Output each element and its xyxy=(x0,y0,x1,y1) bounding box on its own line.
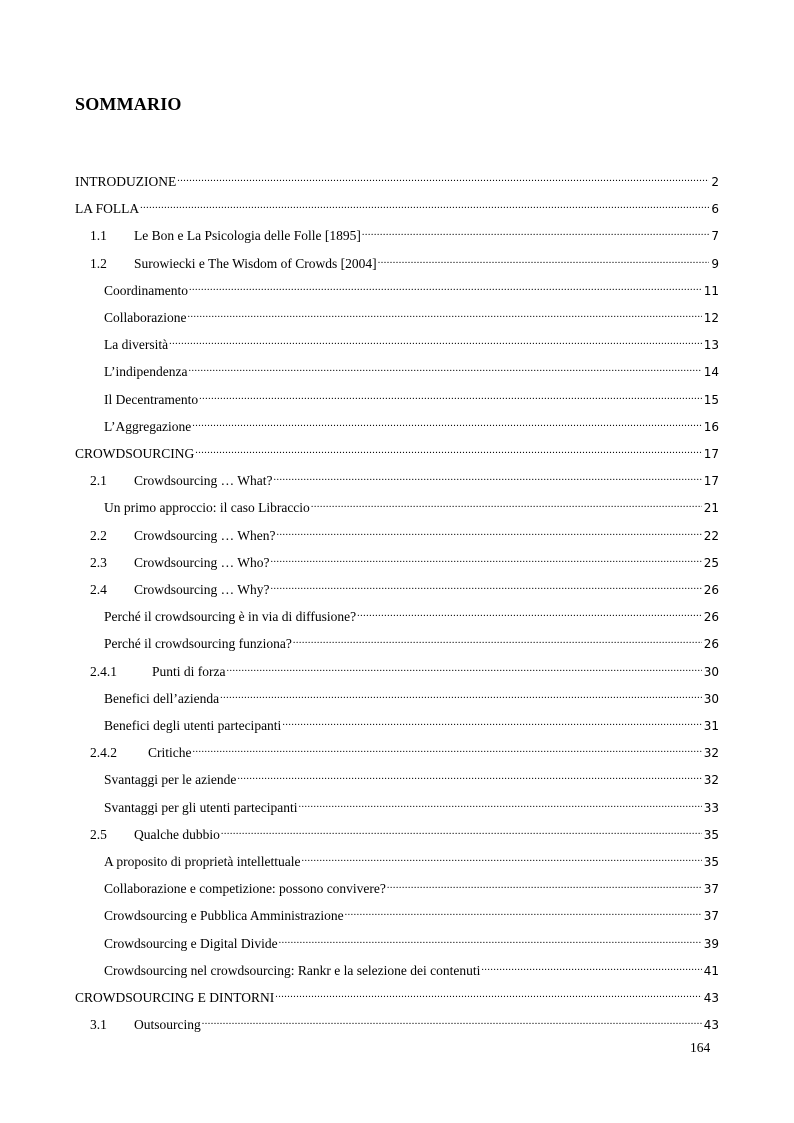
toc-entry[interactable] xyxy=(90,662,719,682)
toc-entry-number: 1.1 xyxy=(90,228,107,244)
toc-entry-label: La diversità xyxy=(104,337,169,353)
toc-dot-leader xyxy=(220,689,702,703)
toc-entry[interactable] xyxy=(104,417,719,437)
toc-entry-page: 41 xyxy=(703,963,719,978)
toc-dot-leader xyxy=(311,498,702,512)
toc-entry[interactable] xyxy=(75,988,719,1008)
toc-entry[interactable] xyxy=(104,607,719,627)
toc-entry-label: LA FOLLA xyxy=(75,201,140,217)
toc-entry[interactable] xyxy=(90,1015,719,1035)
toc-dot-leader xyxy=(169,335,702,349)
toc-dot-leader xyxy=(298,798,701,812)
toc-entry-label: Le Bon e La Psicologia delle Folle [1895] xyxy=(134,228,361,244)
toc-entry-label: A proposito di proprietà intellettuale xyxy=(104,854,301,869)
toc-entry[interactable] xyxy=(90,254,719,274)
toc-dot-leader xyxy=(362,226,710,240)
toc-dot-leader xyxy=(195,444,701,458)
toc-entry-label: Il Decentramento xyxy=(104,391,199,407)
toc-entry-label: Crowdsourcing … Why? xyxy=(134,582,270,597)
toc-entry[interactable] xyxy=(90,825,719,845)
toc-entry[interactable] xyxy=(90,226,719,246)
toc-entry-label: L’indipendenza xyxy=(104,364,188,380)
toc-entry-number: 2.5 xyxy=(90,826,107,842)
toc-dot-leader xyxy=(187,308,701,322)
toc-entry[interactable] xyxy=(104,362,719,382)
toc-dot-leader xyxy=(293,634,702,648)
toc-dot-leader xyxy=(193,743,702,757)
toc-entry-page: 17 xyxy=(703,474,719,489)
toc-entry-label: INTRODUZIONE xyxy=(75,174,177,189)
toc-entry[interactable] xyxy=(104,335,719,355)
toc-entry-page: 15 xyxy=(703,392,719,407)
toc-entry-page: 12 xyxy=(703,311,719,325)
toc-dot-leader xyxy=(279,934,702,948)
toc-entry[interactable] xyxy=(75,199,719,219)
toc-entry-page: 26 xyxy=(703,610,719,625)
toc-entry-label: Crowdsourcing … Who? xyxy=(134,554,270,570)
toc-entry[interactable] xyxy=(104,634,719,654)
toc-entry-page: 22 xyxy=(703,528,719,543)
toc-entry-label: Coordinamento xyxy=(104,282,188,298)
toc-entry[interactable] xyxy=(104,308,719,328)
toc-entry-page: 25 xyxy=(703,555,719,570)
toc-entry-number: 3.1 xyxy=(90,1017,107,1033)
toc-entry-label: Surowiecki e The Wisdom of Crowds [2004] xyxy=(134,255,377,271)
toc-entry-page: 26 xyxy=(703,637,719,652)
toc-dot-leader xyxy=(270,553,701,567)
toc-dot-leader xyxy=(199,390,702,404)
toc-entry-page: 30 xyxy=(703,691,719,706)
toc-dot-leader xyxy=(301,852,701,866)
toc-entry-number: 2.4 xyxy=(90,582,107,597)
toc-entry[interactable] xyxy=(104,934,719,954)
toc-dot-leader xyxy=(270,580,701,594)
toc-dot-leader xyxy=(481,961,701,975)
toc-entry-label: Critiche xyxy=(148,745,192,761)
toc-entry-label: Crowdsourcing … When? xyxy=(134,527,276,543)
toc-dot-leader xyxy=(273,471,701,485)
toc-entry[interactable] xyxy=(104,906,719,926)
toc-entry-label: CROWDSOURCING E DINTORNI xyxy=(75,990,275,1005)
toc-dot-leader xyxy=(237,770,701,784)
toc-entry-label: Crowdsourcing e Digital Divide xyxy=(104,935,278,951)
toc-entry-label: Collaborazione e competizione: possono convivere? xyxy=(104,881,386,897)
toc-entry-label: Svantaggi per le aziende xyxy=(104,772,237,788)
toc-entry-page: 32 xyxy=(703,746,719,761)
toc-entry-label: Un primo approccio: il caso Libraccio xyxy=(104,500,310,516)
toc-entry-label: Outsourcing xyxy=(134,1017,201,1033)
toc-entry-page: 35 xyxy=(703,827,719,842)
toc-entry-label: Punti di forza xyxy=(152,663,226,679)
toc-dot-leader xyxy=(140,199,709,213)
toc-entry-label: L’Aggregazione xyxy=(104,418,192,434)
toc-entry-label: Perché il crowdsourcing funziona? xyxy=(104,636,292,652)
toc-entry-number: 2.3 xyxy=(90,554,107,570)
toc-entry[interactable] xyxy=(90,743,719,763)
toc-dot-leader xyxy=(282,716,701,730)
toc-entry-page: 9 xyxy=(711,256,719,271)
toc-entry-label: Benefici degli utenti partecipanti xyxy=(104,718,282,733)
toc-entry-page: 37 xyxy=(703,909,719,924)
toc-entry-label: Crowdsourcing nel crowdsourcing: Rankr e la selezione dei contenuti xyxy=(104,962,481,978)
toc-entry[interactable] xyxy=(104,961,719,981)
toc-entry[interactable] xyxy=(90,471,719,491)
toc-entry-page: 14 xyxy=(703,365,719,380)
toc-entry-label: Crowdsourcing e Pubblica Amministrazione xyxy=(104,908,344,924)
toc-entry[interactable] xyxy=(104,879,719,899)
toc-entry[interactable] xyxy=(104,498,719,518)
toc-dot-leader xyxy=(221,825,702,839)
toc-entry-page: 13 xyxy=(703,338,719,353)
toc-entry-number: 2.2 xyxy=(90,527,107,543)
toc-entry-number: 2.4.1 xyxy=(90,663,117,679)
toc-entry[interactable] xyxy=(90,580,719,600)
toc-entry-page: 2 xyxy=(711,175,719,189)
toc-dot-leader xyxy=(345,906,702,920)
toc-entry-number: 2.1 xyxy=(90,473,107,489)
toc-entry-page: 21 xyxy=(703,501,719,516)
toc-dot-leader xyxy=(177,172,709,186)
page-title: SOMMARIO xyxy=(75,94,182,114)
toc-entry-page: 7 xyxy=(711,229,719,244)
toc-entry[interactable] xyxy=(104,716,719,736)
toc-entry[interactable] xyxy=(104,390,719,410)
toc-entry-page: 39 xyxy=(703,936,719,951)
toc-entry-label: Crowdsourcing … What? xyxy=(134,473,273,489)
toc-dot-leader xyxy=(378,254,710,268)
toc-entry[interactable] xyxy=(104,689,719,709)
toc-entry-label: CROWDSOURCING xyxy=(75,446,195,461)
toc-entry-page: 43 xyxy=(703,991,719,1005)
toc-entry[interactable] xyxy=(90,553,719,573)
toc-dot-leader xyxy=(192,417,702,431)
toc-entry-page: 43 xyxy=(703,1018,719,1033)
toc-dot-leader xyxy=(276,526,701,540)
toc-entry-label: Benefici dell’azienda xyxy=(104,690,220,706)
toc-entry-label: Collaborazione xyxy=(104,310,187,325)
toc-dot-leader xyxy=(202,1015,702,1029)
toc-entry-page: 6 xyxy=(711,202,719,217)
page-number: 164 xyxy=(690,1040,711,1055)
toc-entry-label: Svantaggi per gli utenti partecipanti xyxy=(104,799,298,815)
toc-entry[interactable] xyxy=(75,444,719,464)
toc-entry-page: 16 xyxy=(703,419,719,434)
toc-entry[interactable] xyxy=(104,770,719,790)
toc-entry-page: 26 xyxy=(703,583,719,597)
toc-entry-page: 31 xyxy=(703,719,719,733)
toc-entry-page: 37 xyxy=(703,882,719,897)
toc-dot-leader xyxy=(357,607,702,621)
toc-entry-page: 33 xyxy=(703,800,719,815)
toc-entry-page: 30 xyxy=(703,664,719,679)
toc-entry-label: Perché il crowdsourcing è in via di diffusione? xyxy=(104,609,357,625)
toc-entry-page: 17 xyxy=(703,447,719,461)
toc-dot-leader xyxy=(227,662,702,676)
toc-entry-page: 32 xyxy=(703,773,719,788)
toc-entry-number: 2.4.2 xyxy=(90,745,117,761)
toc-entry-page: 11 xyxy=(703,283,719,298)
toc-entry-label: Qualche dubbio xyxy=(134,826,220,842)
toc-entry[interactable] xyxy=(75,172,719,192)
toc-dot-leader xyxy=(275,988,701,1002)
toc-entry[interactable] xyxy=(104,798,719,818)
toc-entry[interactable] xyxy=(90,526,719,546)
toc-dot-leader xyxy=(189,281,702,295)
toc-dot-leader xyxy=(188,362,701,376)
toc-dot-leader xyxy=(387,879,702,893)
toc-entry[interactable] xyxy=(104,852,719,872)
toc-entry-number: 1.2 xyxy=(90,255,107,271)
toc-entry-page: 35 xyxy=(703,855,719,869)
toc-entry[interactable] xyxy=(104,281,719,301)
